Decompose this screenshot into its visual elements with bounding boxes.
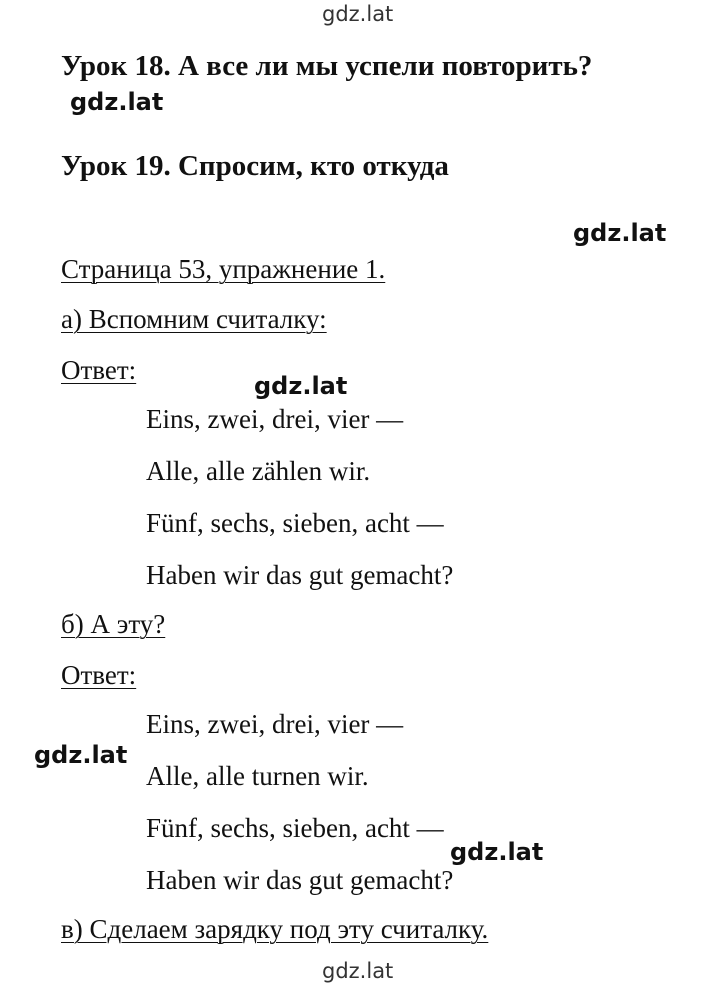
watermark-left: gdz.lat: [34, 741, 128, 769]
part-a-question: а) Вспомним считалку:: [61, 304, 327, 334]
part-b-poem-line-4: Haben wir das gut gemacht?: [146, 865, 454, 895]
watermark-answer-a: gdz.lat: [254, 372, 348, 400]
watermark-bottom: gdz.lat: [322, 959, 394, 983]
part-a-poem-line-1: Eins, zwei, drei, vier —: [146, 404, 404, 434]
lesson-19-heading: Урок 19. Спросим, кто откуда: [61, 150, 449, 182]
part-a-poem-line-2: Alle, alle zählen wir.: [146, 456, 371, 486]
exercise-title: Страница 53, упражнение 1.: [61, 254, 386, 284]
part-b-poem-line-2: Alle, alle turnen wir.: [146, 761, 369, 791]
watermark-top: gdz.lat: [322, 2, 394, 26]
part-b-poem-line-1: Eins, zwei, drei, vier —: [146, 709, 404, 739]
part-b-poem-line-3: Fünf, sechs, sieben, acht —: [146, 813, 444, 843]
part-c-question: в) Сделаем зарядку под эту считалку.: [61, 914, 489, 944]
part-a-answer-label: Ответ:: [61, 355, 137, 385]
part-b-question: б) А эту?: [61, 609, 166, 639]
watermark-poem-b: gdz.lat: [450, 838, 544, 866]
watermark-after-heading: gdz.lat: [70, 88, 164, 116]
watermark-right: gdz.lat: [573, 219, 667, 247]
lesson-18-heading: Урок 18. А все ли мы успели повторить?: [61, 50, 593, 82]
part-a-poem-line-4: Haben wir das gut gemacht?: [146, 560, 454, 590]
part-b-answer-label: Ответ:: [61, 660, 137, 690]
part-a-poem-line-3: Fünf, sechs, sieben, acht —: [146, 508, 444, 538]
